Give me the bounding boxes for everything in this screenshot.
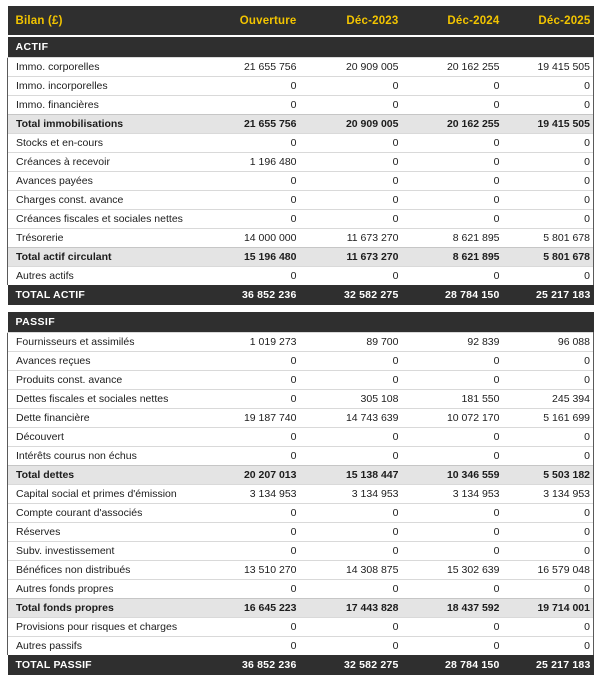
cell-value: 0	[306, 542, 408, 561]
table-row	[8, 637, 594, 656]
cell-value: 36 852 236	[230, 655, 306, 675]
cell-value: 0	[509, 77, 594, 96]
cell-value: 5 161 699	[509, 409, 594, 428]
row-label: Fournisseurs et assimilés	[8, 333, 230, 352]
cell-value: 0	[509, 637, 594, 656]
cell-value: 0	[230, 77, 306, 96]
table-row	[8, 172, 594, 191]
cell-value: 0	[306, 267, 408, 286]
row-label: Trésorerie	[8, 229, 230, 248]
section-title: ACTIF	[8, 36, 594, 58]
cell-value: 0	[509, 352, 594, 371]
cell-value: 36 852 236	[230, 285, 306, 305]
row-label: Total dettes	[8, 466, 230, 485]
cell-value: 0	[306, 580, 408, 599]
cell-value: 0	[230, 96, 306, 115]
cell-value: 0	[408, 580, 509, 599]
table-row	[8, 485, 594, 504]
cell-value: 0	[509, 542, 594, 561]
cell-value: 17 443 828	[306, 599, 408, 618]
cell-value: 14 743 639	[306, 409, 408, 428]
row-label: Autres actifs	[8, 267, 230, 286]
cell-value: 0	[230, 504, 306, 523]
row-label: Produits const. avance	[8, 371, 230, 390]
cell-value: 3 134 953	[230, 485, 306, 504]
table-body	[8, 36, 594, 675]
cell-value: 0	[509, 428, 594, 447]
table-row	[8, 561, 594, 580]
cell-value: 0	[408, 77, 509, 96]
cell-value: 0	[306, 191, 408, 210]
row-label: Réserves	[8, 523, 230, 542]
table-row	[8, 58, 594, 77]
table-row	[8, 580, 594, 599]
cell-value: 15 302 639	[408, 561, 509, 580]
cell-value: 0	[230, 580, 306, 599]
cell-value: 0	[509, 153, 594, 172]
cell-value: 0	[306, 210, 408, 229]
table-row	[8, 267, 594, 286]
section-title: PASSIF	[8, 312, 594, 333]
cell-value: 0	[509, 191, 594, 210]
cell-value: 0	[230, 618, 306, 637]
cell-value: 305 108	[306, 390, 408, 409]
cell-value: 0	[306, 618, 408, 637]
cell-value: 5 801 678	[509, 229, 594, 248]
table-row	[8, 428, 594, 447]
row-label: Autres passifs	[8, 637, 230, 656]
row-label: Créances à recevoir	[8, 153, 230, 172]
table-row	[8, 523, 594, 542]
table-row	[8, 229, 594, 248]
section-header-passif	[8, 312, 594, 333]
cell-value: 32 582 275	[306, 285, 408, 305]
cell-value: 20 909 005	[306, 58, 408, 77]
cell-value: 0	[306, 523, 408, 542]
cell-value: 0	[408, 172, 509, 191]
cell-value: 0	[230, 428, 306, 447]
row-label: Total immobilisations	[8, 115, 230, 134]
table-row	[8, 466, 594, 485]
table-row	[8, 504, 594, 523]
row-label: Créances fiscales et sociales nettes	[8, 210, 230, 229]
table-row	[8, 409, 594, 428]
cell-value: 0	[230, 447, 306, 466]
cell-value: 0	[230, 371, 306, 390]
table-row	[8, 210, 594, 229]
table-row	[8, 115, 594, 134]
row-label: Bénéfices non distribués	[8, 561, 230, 580]
cell-value: 0	[306, 371, 408, 390]
table-row	[8, 333, 594, 352]
cell-value: 0	[408, 267, 509, 286]
cell-value: 11 673 270	[306, 229, 408, 248]
row-label: Subv. investissement	[8, 542, 230, 561]
cell-value: 20 162 255	[408, 58, 509, 77]
column-header-ouverture: Ouverture	[230, 6, 306, 36]
cell-value: 0	[509, 580, 594, 599]
column-header-dec-2025: Déc-2025	[509, 6, 594, 36]
row-label: TOTAL PASSIF	[8, 655, 230, 675]
cell-value: 16 579 048	[509, 561, 594, 580]
cell-value: 0	[230, 134, 306, 153]
table-row	[8, 447, 594, 466]
row-label: Immo. corporelles	[8, 58, 230, 77]
row-label: Dette financière	[8, 409, 230, 428]
cell-value: 92 839	[408, 333, 509, 352]
cell-value: 10 346 559	[408, 466, 509, 485]
cell-value: 20 207 013	[230, 466, 306, 485]
row-label: Total actif circulant	[8, 248, 230, 267]
cell-value: 0	[509, 134, 594, 153]
cell-value: 0	[306, 504, 408, 523]
cell-value: 0	[509, 267, 594, 286]
cell-value: 16 645 223	[230, 599, 306, 618]
column-header-dec-2024: Déc-2024	[408, 6, 509, 36]
cell-value: 0	[509, 618, 594, 637]
table-row	[8, 390, 594, 409]
row-label: Capital social et primes d'émission	[8, 485, 230, 504]
cell-value: 245 394	[509, 390, 594, 409]
table-row	[8, 352, 594, 371]
cell-value: 0	[509, 447, 594, 466]
cell-value: 19 415 505	[509, 115, 594, 134]
cell-value: 0	[408, 637, 509, 656]
cell-value: 18 437 592	[408, 599, 509, 618]
cell-value: 15 196 480	[230, 248, 306, 267]
cell-value: 0	[509, 371, 594, 390]
cell-value: 0	[509, 172, 594, 191]
section-header-actif	[8, 36, 594, 58]
cell-value: 0	[230, 267, 306, 286]
cell-value: 0	[306, 153, 408, 172]
cell-value: 1 019 273	[230, 333, 306, 352]
row-label: Avances payées	[8, 172, 230, 191]
table-row	[8, 153, 594, 172]
row-label: Intérêts courus non échus	[8, 447, 230, 466]
cell-value: 1 196 480	[230, 153, 306, 172]
table-row	[8, 542, 594, 561]
cell-value: 0	[408, 96, 509, 115]
cell-value: 0	[408, 371, 509, 390]
cell-value: 89 700	[306, 333, 408, 352]
cell-value: 0	[509, 210, 594, 229]
cell-value: 0	[408, 504, 509, 523]
row-label: Compte courant d'associés	[8, 504, 230, 523]
balance-sheet-table	[7, 6, 594, 675]
cell-value: 19 415 505	[509, 58, 594, 77]
row-label: Avances reçues	[8, 352, 230, 371]
table-row	[8, 371, 594, 390]
cell-value: 3 134 953	[306, 485, 408, 504]
table-row	[8, 599, 594, 618]
cell-value: 28 784 150	[408, 285, 509, 305]
cell-value: 0	[230, 191, 306, 210]
cell-value: 0	[230, 542, 306, 561]
table-row	[8, 655, 594, 675]
cell-value: 0	[306, 134, 408, 153]
cell-value: 0	[509, 96, 594, 115]
cell-value: 5 503 182	[509, 466, 594, 485]
cell-value: 0	[306, 637, 408, 656]
cell-value: 15 138 447	[306, 466, 408, 485]
cell-value: 14 308 875	[306, 561, 408, 580]
cell-value: 20 162 255	[408, 115, 509, 134]
cell-value: 0	[306, 428, 408, 447]
cell-value: 3 134 953	[408, 485, 509, 504]
cell-value: 5 801 678	[509, 248, 594, 267]
row-label: Stocks et en-cours	[8, 134, 230, 153]
cell-value: 21 655 756	[230, 58, 306, 77]
cell-value: 0	[306, 447, 408, 466]
cell-value: 13 510 270	[230, 561, 306, 580]
cell-value: 8 621 895	[408, 229, 509, 248]
table-row	[8, 618, 594, 637]
cell-value: 0	[306, 77, 408, 96]
cell-value: 19 187 740	[230, 409, 306, 428]
cell-value: 25 217 183	[509, 655, 594, 675]
table-row	[8, 191, 594, 210]
cell-value: 0	[306, 96, 408, 115]
row-label: Dettes fiscales et sociales nettes	[8, 390, 230, 409]
cell-value: 0	[509, 523, 594, 542]
column-header-dec-2023: Déc-2023	[306, 6, 408, 36]
cell-value: 0	[408, 191, 509, 210]
cell-value: 0	[408, 523, 509, 542]
cell-value: 0	[408, 428, 509, 447]
cell-value: 0	[408, 618, 509, 637]
cell-value: 0	[230, 210, 306, 229]
row-label: Total fonds propres	[8, 599, 230, 618]
cell-value: 181 550	[408, 390, 509, 409]
cell-value: 0	[408, 210, 509, 229]
cell-value: 0	[408, 134, 509, 153]
row-label: Découvert	[8, 428, 230, 447]
cell-value: 8 621 895	[408, 248, 509, 267]
row-label: Immo. incorporelles	[8, 77, 230, 96]
cell-value: 32 582 275	[306, 655, 408, 675]
section-gap	[8, 305, 594, 312]
cell-value: 0	[408, 542, 509, 561]
row-label: Provisions pour risques et charges	[8, 618, 230, 637]
cell-value: 96 088	[509, 333, 594, 352]
cell-value: 0	[306, 352, 408, 371]
cell-value: 0	[230, 523, 306, 542]
row-label: TOTAL ACTIF	[8, 285, 230, 305]
cell-value: 0	[509, 504, 594, 523]
cell-value: 0	[306, 172, 408, 191]
table-row	[8, 96, 594, 115]
cell-value: 11 673 270	[306, 248, 408, 267]
table-row	[8, 134, 594, 153]
cell-value: 3 134 953	[509, 485, 594, 504]
cell-value: 20 909 005	[306, 115, 408, 134]
cell-value: 0	[408, 447, 509, 466]
cell-value: 0	[230, 352, 306, 371]
cell-value: 10 072 170	[408, 409, 509, 428]
row-label: Autres fonds propres	[8, 580, 230, 599]
table-row	[8, 285, 594, 305]
cell-value: 28 784 150	[408, 655, 509, 675]
table-row	[8, 77, 594, 96]
cell-value: 0	[230, 637, 306, 656]
cell-value: 0	[408, 352, 509, 371]
section-gap-cell	[8, 305, 594, 312]
cell-value: 25 217 183	[509, 285, 594, 305]
row-label: Immo. financières	[8, 96, 230, 115]
table-row	[8, 248, 594, 267]
cell-value: 0	[408, 153, 509, 172]
cell-value: 14 000 000	[230, 229, 306, 248]
row-label: Charges const. avance	[8, 191, 230, 210]
table-header-row	[8, 6, 594, 36]
cell-value: 19 714 001	[509, 599, 594, 618]
table-title: Bilan (£)	[8, 6, 230, 36]
cell-value: 21 655 756	[230, 115, 306, 134]
cell-value: 0	[230, 390, 306, 409]
cell-value: 0	[230, 172, 306, 191]
